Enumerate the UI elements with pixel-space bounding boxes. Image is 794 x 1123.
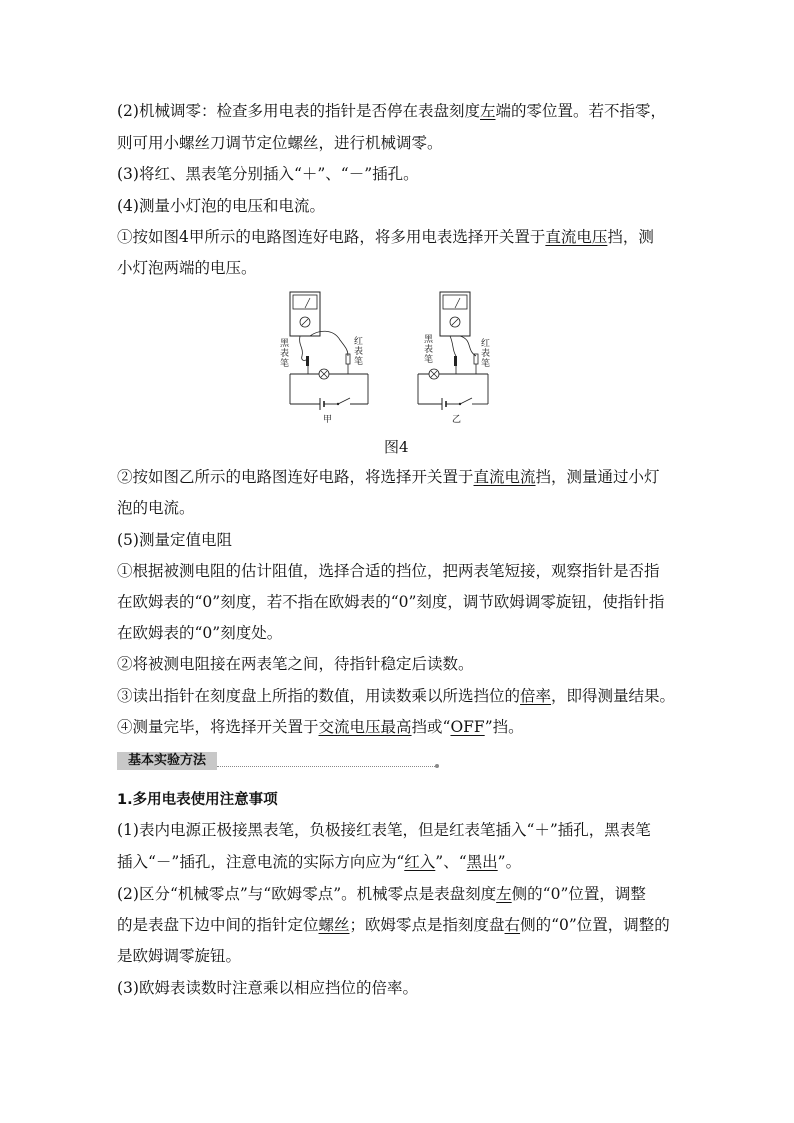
underlined-answer: 倍率: [520, 687, 552, 705]
svg-text:笔: 笔: [424, 355, 434, 365]
text-line: (3)欧姆表读数时注意乘以相应挡位的倍率。: [117, 979, 418, 997]
text-line: (2)机械调零：检查多用电表的指针是否停在表盘刻度左端的零位置。若不指零，: [117, 102, 666, 120]
divider-dot: [435, 764, 439, 768]
section-tag-label: 基本实验方法: [117, 752, 217, 770]
text-line: 泡的电流。: [117, 499, 195, 517]
text-line: (5)测量定值电阻: [117, 531, 232, 549]
black-probe-label: 黑: [424, 335, 434, 345]
text-line: 小灯泡两端的电压。: [117, 259, 257, 277]
underlined-answer: 左: [479, 102, 496, 120]
red-probe-label: 红: [481, 339, 491, 349]
underlined-answer: 交流电压最高: [318, 718, 412, 736]
circuit-figure: [278, 290, 518, 430]
text-line: 的是表盘下边中间的指针定位螺丝；欧姆零点是指刻度盘右侧的“0”位置，调整的: [117, 916, 670, 934]
text-line: (4)测量小灯泡的电压和电流。: [117, 197, 325, 215]
circuit-right: [418, 292, 490, 425]
circuit-left: [280, 292, 368, 425]
red-probe-label: 红: [354, 337, 364, 347]
text-line: ③读出指针在刻度盘上所指的数值，用读数乘以所选挡位的倍率，即得测量结果。: [117, 687, 676, 705]
text-line: 在欧姆表的“0”刻度，若不指在欧姆表的“0”刻度，调节欧姆调零旋钮，使指针指: [117, 593, 665, 611]
text-line: 插入“－”插孔，注意电流的实际方向应为“红入”、“黑出”。: [117, 853, 522, 871]
text-line: 在欧姆表的“0”刻度处。: [117, 624, 283, 642]
svg-text:笔: 笔: [354, 357, 364, 367]
text-line: ①根据被测电阻的估计阻值，选择合适的挡位，把两表笔短接，观察指针是否指: [117, 562, 660, 580]
underlined-answer: 直流电压: [545, 228, 608, 246]
black-probe-label: 黑: [280, 339, 290, 349]
underlined-answer: 螺丝: [318, 916, 350, 934]
text-line: ②将被测电阻接在两表笔之间，待指针稳定后读数。: [117, 655, 474, 673]
svg-text:表: 表: [481, 349, 491, 359]
underlined-answer: 直流电流: [473, 468, 536, 486]
text-line: (2)区分“机械零点”与“欧姆零点”。机械零点是表盘刻度左侧的“0”位置，调整: [117, 885, 646, 903]
underlined-answer: 红入: [404, 853, 436, 871]
section-tag: [117, 752, 441, 772]
text-line: (1)表内电源正极接黑表笔，负极接红表笔，但是红表笔插入“＋”插孔，黑表笔: [117, 821, 651, 839]
svg-text:笔: 笔: [280, 359, 290, 369]
underlined-answer: 黑出: [466, 853, 498, 871]
figure-caption: 图4: [384, 438, 409, 456]
section-heading: 1.多用电表使用注意事项: [117, 792, 278, 808]
figure-left-label: 甲: [323, 415, 333, 425]
text-line: ②按如图乙所示的电路图连好电路，将选择开关置于直流电流挡，测量通过小灯: [117, 468, 660, 486]
svg-text:表: 表: [280, 349, 290, 359]
svg-text:表: 表: [354, 347, 364, 357]
underlined-answer: 左: [496, 885, 512, 903]
text-line: ①按如图4甲所示的电路图连好电路，将多用电表选择开关置于直流电压挡，测: [117, 228, 654, 246]
svg-text:笔: 笔: [481, 359, 491, 369]
underlined-answer: OFF: [450, 718, 485, 736]
text-line: 则可用小螺丝刀调节定位螺丝，进行机械调零。: [117, 134, 443, 152]
underlined-answer: 右: [504, 916, 521, 934]
text-line: 是欧姆调零旋钮。: [117, 947, 242, 965]
figure-right-label: 乙: [452, 415, 462, 425]
svg-text:表: 表: [424, 345, 434, 355]
divider: [217, 766, 437, 767]
text-line: (3)将红、黑表笔分别插入“＋”、“－”插孔。: [117, 165, 419, 183]
text-line: ④测量完毕，将选择开关置于交流电压最高挡或“OFF”挡。: [117, 718, 524, 736]
